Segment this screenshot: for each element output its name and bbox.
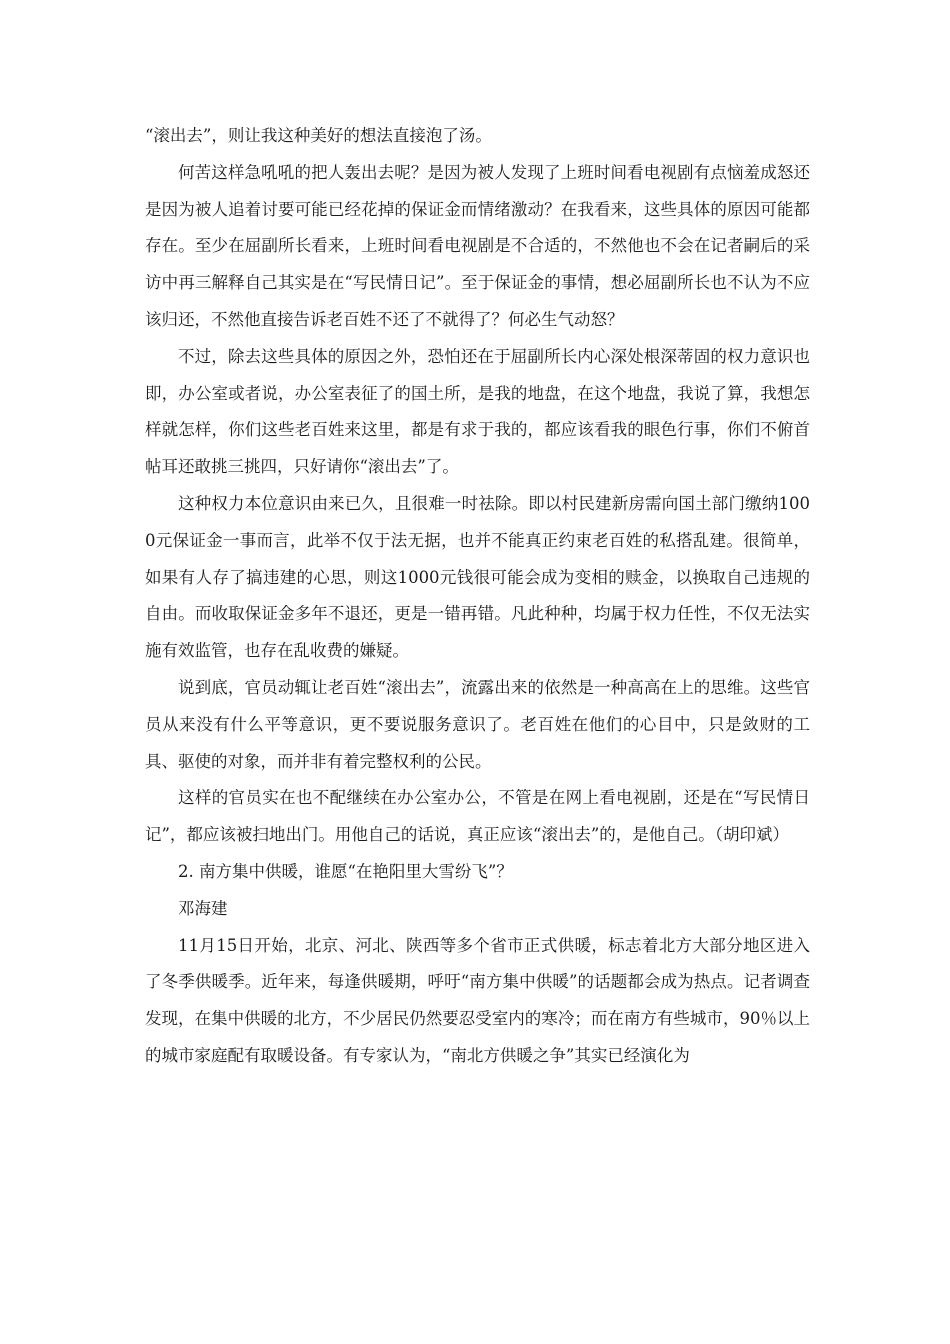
article2-title: 2. 南方集中供暖，谁愿“在艳阳里大雪纷飞”？ [178,861,513,881]
article-body [145,118,810,1075]
paragraph-final: 这样的官员实在也不配继续在办公室办公，不管是在网上看电视剧，还是在“写民情日记”，都应该被扫地出门。用他自己的话说，真正应该“滚出去”的，是他自己。（胡印斌） [145,788,810,845]
paragraph-continuation: “滚出去”，则让我这种美好的想法直接泡了汤。 [145,126,492,145]
paragraph-why: 何苦这样急吼吼的把人轰出去呢？是因为被人发现了上班时间看电视剧有点恼羞成怒还是因为被人追着讨要可能已经花掉的保证金而情绪激动？在我看来，这些具体的原因可能都存在。至少在屈副所长看来，上班时间看电视剧是不合适的，不然他也不会在记者嗣后的采访中再三解释自己其实是在“写民情日记”。至于保证金的事情，想必屈副所长也不认为不应该归还，不然他直接告诉老百姓不还了不就得了？何必生气动怒？ [145,162,810,329]
paragraph-deposit: 这种权力本位意识由来已久，且很难一时祛除。即以村民建新房需向国土部门缴纳1000元保证金一事而言，此举不仅于法无据，也并不能真正约束老百姓的私搭乱建。很简单，如果有人存了搞违建的心思，则这1000元钱很可能会成为变相的赎金，以换取自己违规的自由。而收取保证金多年不退还，更是一错再错。凡此种种，均属于权力任性，不仅无法实施有效监管，也存在乱收费的嫌疑。 [145,493,810,661]
paragraph-power: 不过，除去这些具体的原因之外，恐怕还在于屈副所长内心深处根深蒂固的权力意识也即，办公室或者说，办公室表征了的国土所，是我的地盘，在这个地盘，我说了算，我想怎样就怎样，你们这些老百姓来这里，都是有求于我的，都应该看我的眼色行事，你们不俯首帖耳还敢挑三挑四，只好请你“滚出去”了。 [145,346,810,477]
article2-body: 11月15日开始，北京、河北、陕西等多个省市正式供暖，标志着北方大部分地区进入了冬季供暖季。近年来，每逢供暖期，呼吁“南方集中供暖”的话题都会成为热点。记者调查发现，在集中供暖的北方，不少居民仍然要忍受室内的寒冷；而在南方有些城市，90％以上的城市家庭配有取暖设备。有专家认为，“南北方供暖之争”其实已经演化为 [145,935,810,1065]
paragraph-conclusion: 说到底，官员动辄让老百姓“滚出去”，流露出来的依然是一种高高在上的思维。这些官员从来没有什么平等意识，更不要说服务意识了。老百姓在他们的心目中，只是敛财的工具、驱使的对象，而并非有着完整权利的公民。 [145,677,810,771]
article2-author: 邓海建 [178,898,228,918]
